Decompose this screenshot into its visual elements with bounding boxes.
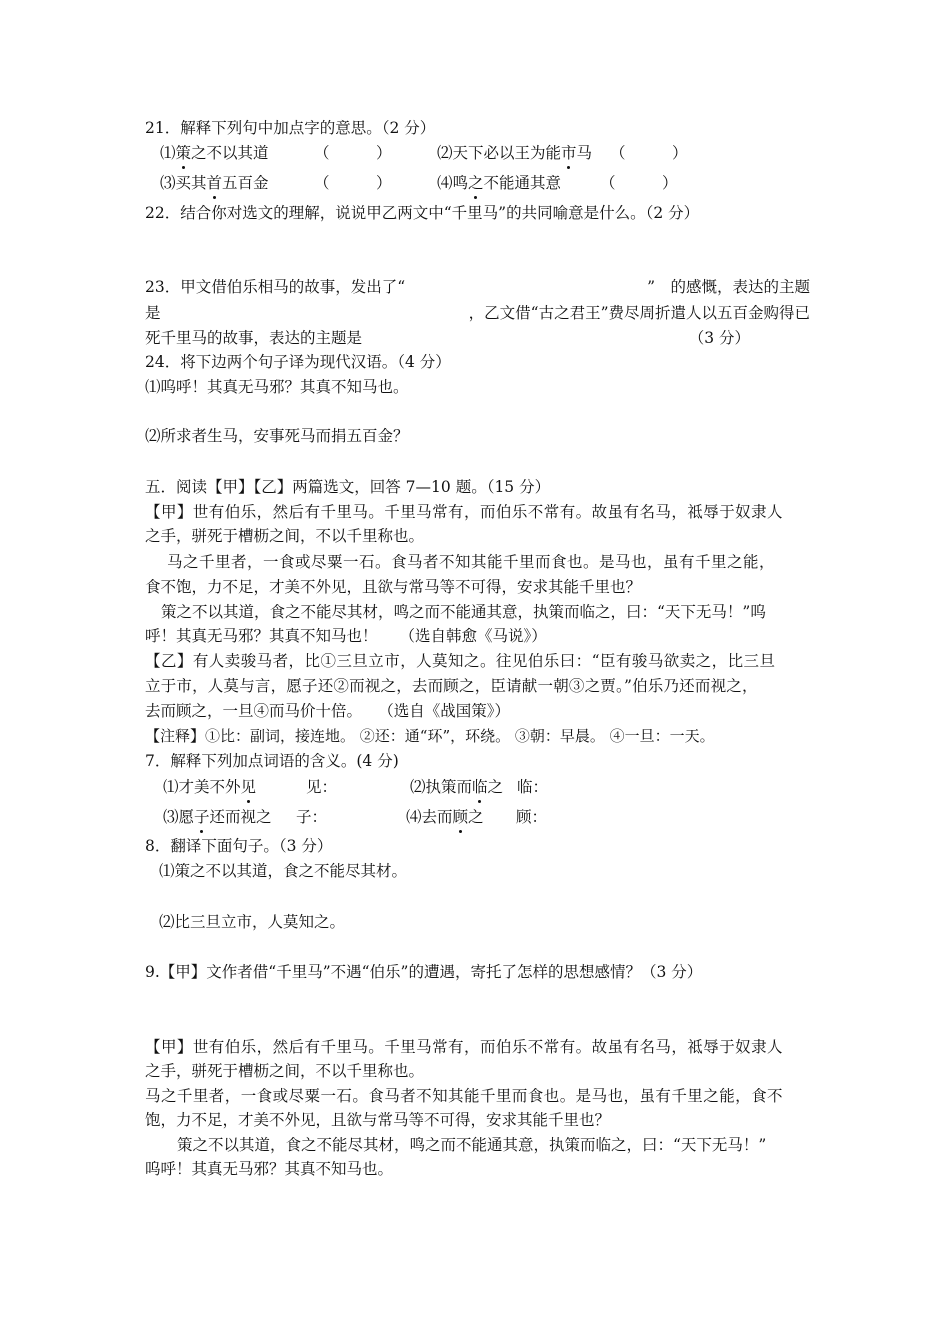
rep-line-3: 马之千里者，一食或尽粟一石。食马者不知其能千里而食也。是马也，虽有千里之能，食不 [145,1087,784,1105]
rep-line-2: 之手，骈死于槽枥之间，不以千里称也。 [145,1062,425,1080]
q24-sentence-1: ⑴呜呼！其真无马邪？其真不知马也。 [145,378,409,396]
q7-title: 7．解释下列加点词语的含义。(4 分) [145,752,399,770]
q8-sentence-2: ⑵比三旦立市，人莫知之。 [159,913,346,931]
jia-line-2: 之手，骈死于槽枥之间，不以千里称也。 [145,527,425,545]
q9: 9.【甲】文作者借“千里马”不遇“伯乐”的遭遇，寄托了怎样的思想感情？（3 分） [145,963,703,981]
q23-line-3: 死千里马的故事，表达的主题是 （3 分） [145,329,750,347]
q7-item-2: ⑵执策而临之 [410,778,504,796]
q21-blank-1: （ ） [314,144,392,162]
yi-line-3: 去而顾之，一旦④而马价十倍。 （选自《战国策》） [145,702,511,720]
q21-blank-2: （ ） [610,144,688,162]
dotted-char: 临 [472,778,488,796]
jia-line-4: 食不饱，力不足，才美不外见，且欲与常马等不可得，安求其能千里也？ [145,578,642,596]
q21-item-3: ⑶买其首五百金 [160,174,269,192]
q7-label-3: 子： [296,808,328,826]
dotted-char: 市 [561,144,577,162]
q21-item-4: ⑷鸣之不能通其意 [437,174,562,192]
jia-line-5: 策之不以其道，食之不能尽其材，鸣之而不能通其意，执策而临之，曰：“天下无马！”呜 [161,603,766,621]
jia-source: （选自韩愈《马说》） [399,627,547,645]
q23-line-2: 是 ，乙文借“古之君王”费尽周折遣人以五百金购得已 [145,304,810,322]
q21-blank-4: （ ） [600,174,678,192]
q21-item-1: ⑴策之不以其道 [160,144,269,162]
rep-line-5: 策之不以其道，食之不能尽其材，鸣之而不能通其意，执策而临之，曰：“天下无马！” [177,1136,767,1154]
dotted-char: 顾 [452,808,469,826]
annotation-note: 【注释】①比：副词，接连地。 ②还：通“环”，环绕。 ③朝：早晨。 ④一旦：一天。 [145,727,715,745]
section5-title: 五．阅读【甲】【乙】两篇选文，回答 7—10 题。（15 分） [145,478,551,496]
q8-sentence-1: ⑴策之不以其道，食之不能尽其材。 [159,862,408,880]
rep-line-1: 【甲】世有伯乐，然后有千里马。千里马常有，而伯乐不常有。故虽有名马，祗辱于奴隶人 [145,1038,784,1056]
q7-label-4: 顾： [516,808,548,826]
q24-sentence-2: ⑵所求者生马，安事死马而捐五百金？ [145,427,409,445]
yi-line-1: 【乙】有人卖骏马者，比①三旦立市，人莫知之。往见伯乐曰：“臣有骏马欲卖之，比三旦 [145,652,776,670]
q7-item-1: ⑴才美不外见 [163,778,257,796]
q7-label-1: 见： [306,778,338,796]
q8-title: 8．翻译下面句子。（3 分） [145,837,333,855]
dotted-char: 策 [175,144,192,162]
jia-line-1: 【甲】世有伯乐，然后有千里马。千里马常有，而伯乐不常有。故虽有名马，祗辱于奴隶人 [145,503,784,521]
yi-source: （选自《战国策》） [386,702,511,720]
q21-item-2: ⑵天下必以王为能市马 [437,144,593,162]
jia-line-6: 呼！其真无马邪？其真不知马也！ （选自韩愈《马说》） [145,627,547,645]
q7-item-4: ⑷去而顾之 [406,808,484,826]
dotted-char: 之 [468,174,484,192]
q22: 22．结合你对选文的理解，说说甲乙两文中“千里马”的共同喻意是什么。（2 分） [145,204,700,222]
dotted-char: 子 [194,808,210,826]
q23-line-1: 23．甲文借伯乐相马的故事，发出了“ ” 的感慨，表达的主题 [145,278,810,296]
dotted-char: 首 [206,174,223,192]
rep-line-4: 饱，力不足，才美不外见，且欲与常马等不可得，安求其能千里也？ [145,1111,611,1129]
dotted-char: 见 [240,778,257,796]
rep-line-6: 呜呼！其真无马邪？其真不知马也。 [145,1160,394,1178]
q7-item-3: ⑶愿子还而视之 [163,808,272,826]
q21-blank-3: （ ） [314,174,392,192]
q21-title: 21．解释下列句中加点字的意思。（2 分） [145,119,436,137]
jia-line-3: 马之千里者，一食或尽粟一石。食马者不知其能千里而食也。是马也，虽有千里之能， [167,553,776,571]
q24-title: 24．将下边两个句子译为现代汉语。（4 分） [145,353,451,371]
yi-line-2: 立于市，人莫与言，愿子还②而视之，去而顾之，臣请献一朝③之贾。”伯乐乃还而视之， [145,677,758,695]
q7-label-2: 临： [517,778,549,796]
